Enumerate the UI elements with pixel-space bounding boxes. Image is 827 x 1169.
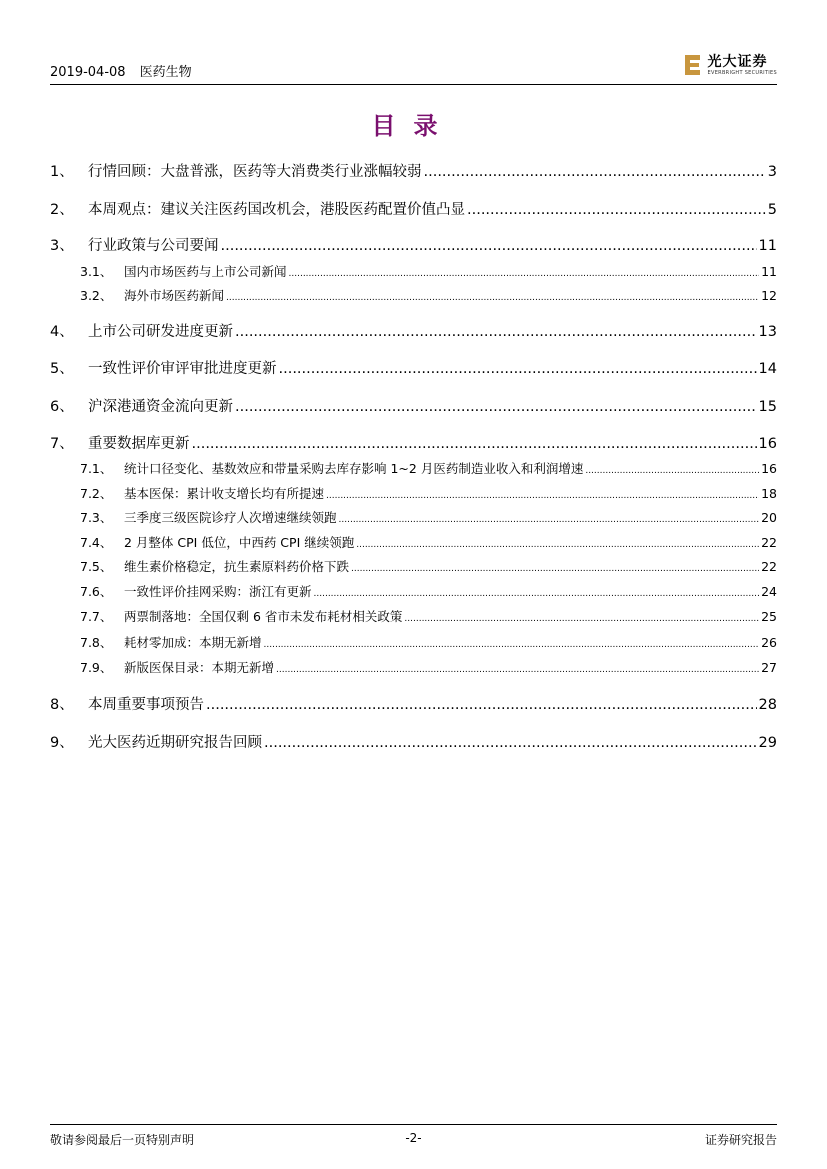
footer-disclaimer: 敬请参阅最后一页特别声明 — [50, 1133, 195, 1147]
toc-entry[interactable] — [50, 557, 777, 575]
toc-entry-title: 耗材零加成：本期无新增 — [124, 635, 262, 650]
toc-entry[interactable] — [50, 286, 777, 304]
toc-leader-dots — [351, 559, 759, 574]
toc-entry-number: 7.7、 — [80, 609, 113, 624]
everbright-logo-icon — [684, 53, 704, 77]
toc-entry-number: 1、 — [50, 164, 74, 180]
everbright-logo — [684, 51, 777, 79]
toc-entry-number: 7.3、 — [80, 510, 113, 525]
toc-entry-page: 12 — [761, 288, 777, 303]
toc-entry-number: 3.2、 — [80, 288, 113, 303]
toc-entry-title: 本周重要事项预告 — [88, 697, 204, 713]
toc-entry-page: 5 — [767, 202, 777, 218]
toc-entry[interactable] — [50, 357, 777, 378]
toc-entry[interactable] — [50, 731, 777, 752]
toc-leader-dots — [206, 697, 757, 713]
toc-entry-page: 16 — [758, 436, 777, 452]
toc-entry-page: 14 — [758, 361, 777, 377]
toc-entry-page: 24 — [761, 584, 777, 599]
toc-leader-dots — [221, 238, 757, 254]
toc-entry-number: 7、 — [50, 436, 74, 452]
toc-leader-dots — [192, 436, 757, 452]
toc-leader-dots — [467, 202, 766, 218]
toc-leader-dots — [339, 510, 760, 525]
toc-entry-page: 28 — [758, 697, 777, 713]
toc-entry[interactable] — [50, 262, 777, 280]
toc-leader-dots — [289, 264, 760, 279]
toc-leader-dots — [276, 660, 759, 675]
toc-entry-number: 8、 — [50, 697, 74, 713]
toc-entry[interactable] — [50, 160, 777, 181]
toc-entry-page: 29 — [758, 735, 777, 751]
toc-leader-dots — [585, 461, 759, 476]
toc-entry-page: 20 — [761, 510, 777, 525]
toc-entry-number: 4、 — [50, 324, 74, 340]
toc-entry-title: 海外市场医药新闻 — [124, 288, 225, 303]
toc-entry-title: 两票制落地：全国仅剩 6 省市未发布耗材相关政策 — [124, 609, 403, 624]
toc-entry-page: 13 — [758, 324, 777, 340]
toc-title: 目录 — [371, 111, 456, 140]
toc-entry[interactable] — [50, 484, 777, 502]
toc-entry-number: 7.8、 — [80, 635, 113, 650]
toc-entry-number: 7.5、 — [80, 559, 113, 574]
toc-entry-number: 2、 — [50, 202, 74, 218]
toc-entry-page: 26 — [761, 635, 777, 650]
toc-entry[interactable] — [50, 633, 777, 651]
toc-entry[interactable] — [50, 198, 777, 219]
toc-leader-dots — [226, 288, 759, 303]
toc-leader-dots — [356, 535, 759, 550]
report-date: 2019-04-08 — [50, 65, 126, 80]
toc-entry-page: 16 — [761, 461, 777, 476]
toc-entry[interactable] — [50, 320, 777, 341]
toc-entry-title: 行情回顾：大盘普涨，医药等大消费类行业涨幅较弱 — [88, 164, 422, 180]
toc-entry-page: 15 — [758, 399, 777, 415]
toc-leader-dots — [404, 609, 759, 624]
toc-leader-dots — [424, 164, 766, 180]
toc-leader-dots — [314, 584, 760, 599]
toc-entry-title: 统计口径变化、基数效应和带量采购去库存影响 1~2 月医药制造业收入和利润增速 — [124, 461, 584, 476]
toc-entry-number: 7.1、 — [80, 461, 113, 476]
toc-entry-page: 11 — [761, 264, 777, 279]
toc-entry-title: 国内市场医药与上市公司新闻 — [124, 264, 287, 279]
toc-entry-number: 7.6、 — [80, 584, 113, 599]
toc-leader-dots — [235, 399, 757, 415]
toc-entry-title: 光大医药近期研究报告回顾 — [88, 735, 262, 751]
toc-entry-page: 3 — [767, 164, 777, 180]
toc-entry-title: 重要数据库更新 — [88, 436, 190, 452]
toc-entry-title: 一致性评价挂网采购：浙江有更新 — [124, 584, 312, 599]
footer-report-type: 证券研究报告 — [704, 1133, 777, 1147]
toc-entry-number: 6、 — [50, 399, 74, 415]
page-footer — [50, 1124, 777, 1149]
toc-entry[interactable] — [50, 432, 777, 453]
toc-entry-title: 上市公司研发进度更新 — [88, 324, 233, 340]
toc-entry[interactable] — [50, 533, 777, 551]
toc-entry[interactable] — [50, 658, 777, 676]
toc-entry-title: 沪深港通资金流向更新 — [88, 399, 233, 415]
toc-entry-number: 5、 — [50, 361, 74, 377]
toc-entry-number: 7.9、 — [80, 660, 113, 675]
toc-entry-number: 3、 — [50, 238, 74, 254]
toc-entry-page: 22 — [761, 559, 777, 574]
header-info — [50, 61, 192, 80]
toc-entry-number: 9、 — [50, 735, 74, 751]
toc-entry-page: 27 — [761, 660, 777, 675]
toc-entry-number: 7.2、 — [80, 486, 113, 501]
toc-entry-title: 2 月整体 CPI 低位，中西药 CPI 继续领跑 — [124, 535, 355, 550]
toc-entry-page: 22 — [761, 535, 777, 550]
toc-leader-dots — [264, 635, 760, 650]
toc-leader-dots — [326, 486, 759, 501]
toc-entry[interactable] — [50, 395, 777, 416]
toc-entry-page: 25 — [761, 609, 777, 624]
toc-entry-title: 三季度三级医院诊疗人次增速继续领跑 — [124, 510, 337, 525]
toc-entry-page: 11 — [758, 238, 777, 254]
logo-text-cn: 光大证券 — [707, 53, 768, 70]
report-sector: 医药生物 — [139, 65, 192, 80]
logo-text-en: EVERBRIGHT SECURITIES — [707, 69, 777, 76]
toc-entry-number: 7.4、 — [80, 535, 113, 550]
toc-entry-title: 一致性评价审评审批进度更新 — [88, 361, 277, 377]
page-number: -2- — [405, 1131, 422, 1145]
toc-entry-page: 18 — [761, 486, 777, 501]
toc-entry-title: 本周观点：建议关注医药国改机会，港股医药配置价值凸显 — [88, 202, 465, 218]
toc-leader-dots — [264, 735, 757, 751]
toc-entry-number: 3.1、 — [80, 264, 113, 279]
toc-entry[interactable] — [50, 607, 777, 625]
toc-leader-dots — [235, 324, 757, 340]
toc-entry[interactable] — [50, 693, 777, 714]
page-header — [50, 48, 777, 85]
toc-leader-dots — [279, 361, 757, 377]
toc-entry-title: 新版医保目录：本期无新增 — [124, 660, 275, 675]
toc-entry[interactable] — [50, 582, 777, 600]
toc-entry[interactable] — [50, 459, 777, 477]
toc-entry-title: 基本医保：累计收支增长均有所提速 — [124, 486, 325, 501]
toc-entry-title: 维生素价格稳定，抗生素原料药价格下跌 — [124, 559, 350, 574]
toc-entry-title: 行业政策与公司要闻 — [88, 238, 219, 254]
toc-entry[interactable] — [50, 234, 777, 255]
toc-entry[interactable] — [50, 508, 777, 526]
